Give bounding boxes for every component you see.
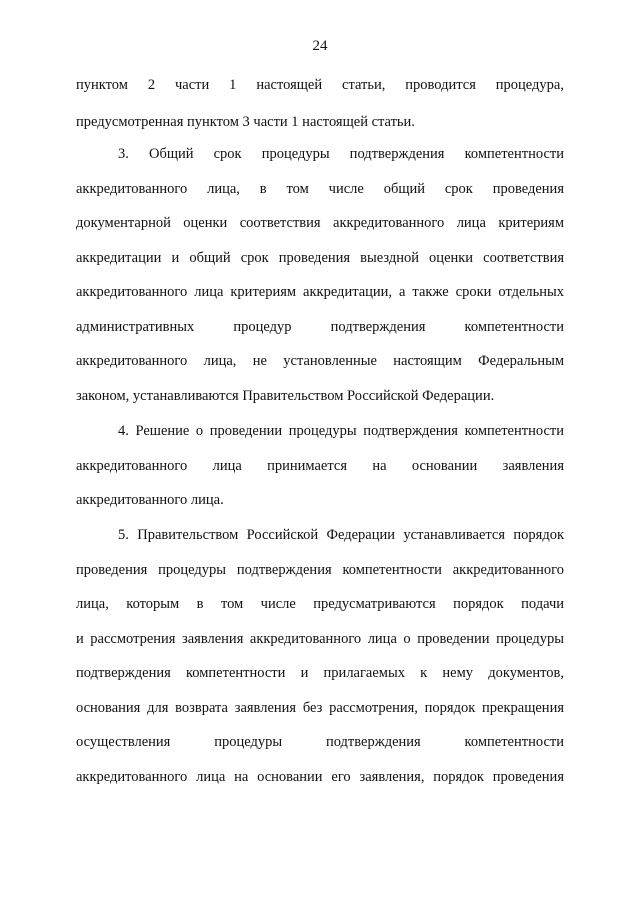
- paragraph-5: [76, 525, 564, 787]
- text-line: аккредитации и общий срок проведения выездной оценки соответствия: [76, 249, 564, 266]
- text-line: аккредитованного лица критериям аккредитации, а также сроки отдельных: [76, 284, 564, 300]
- text-line: аккредитованного лица, в том числе общий срок проведения: [76, 180, 564, 197]
- text-line: осуществления процедуры подтверждения компетентности: [76, 734, 564, 750]
- text-line: основания для возврата заявления без рассмотрения, порядок прекращения: [76, 699, 564, 716]
- text-line: аккредитованного лица на основании его заявления, порядок проведения: [76, 768, 564, 785]
- text-line: предусмотренная пунктом 3 части 1 настоящей статьи.: [76, 114, 415, 130]
- text-line: документарной оценки соответствия аккредитованного лица критериям: [76, 215, 564, 231]
- text-line: аккредитованного лица.: [76, 492, 224, 508]
- text-line: подтверждения компетентности и прилагаемых к нему документов,: [76, 665, 564, 681]
- text-line: 3. Общий срок процедуры подтверждения компетентности: [118, 146, 564, 162]
- text-line: аккредитованного лица принимается на основании заявления: [76, 457, 564, 474]
- text-line: аккредитованного лица, не установленные настоящим Федеральным: [76, 353, 564, 369]
- text-line: и рассмотрения заявления аккредитованного лица о проведении процедуры: [76, 630, 564, 647]
- text-line: пунктом 2 части 1 настоящей статьи, проводится процедура,: [76, 77, 564, 93]
- paragraph-continuation: [76, 75, 564, 132]
- text-line: 4. Решение о проведении процедуры подтверждения компетентности: [118, 423, 564, 439]
- text-line: законом, устанавливаются Правительством Российской Федерации.: [76, 387, 495, 404]
- text-line: лица, которым в том числе предусматриваются порядок подачи: [76, 596, 564, 612]
- paragraph-4: [76, 421, 564, 510]
- text-line: проведения процедуры подтверждения компетентности аккредитованного: [76, 561, 564, 578]
- text-line: 5. Правительством Российской Федерации устанавливается порядок: [118, 527, 564, 543]
- paragraph-3: [76, 144, 564, 406]
- text-line: административных процедур подтверждения компетентности: [76, 318, 564, 335]
- page-number: 24: [312, 38, 328, 54]
